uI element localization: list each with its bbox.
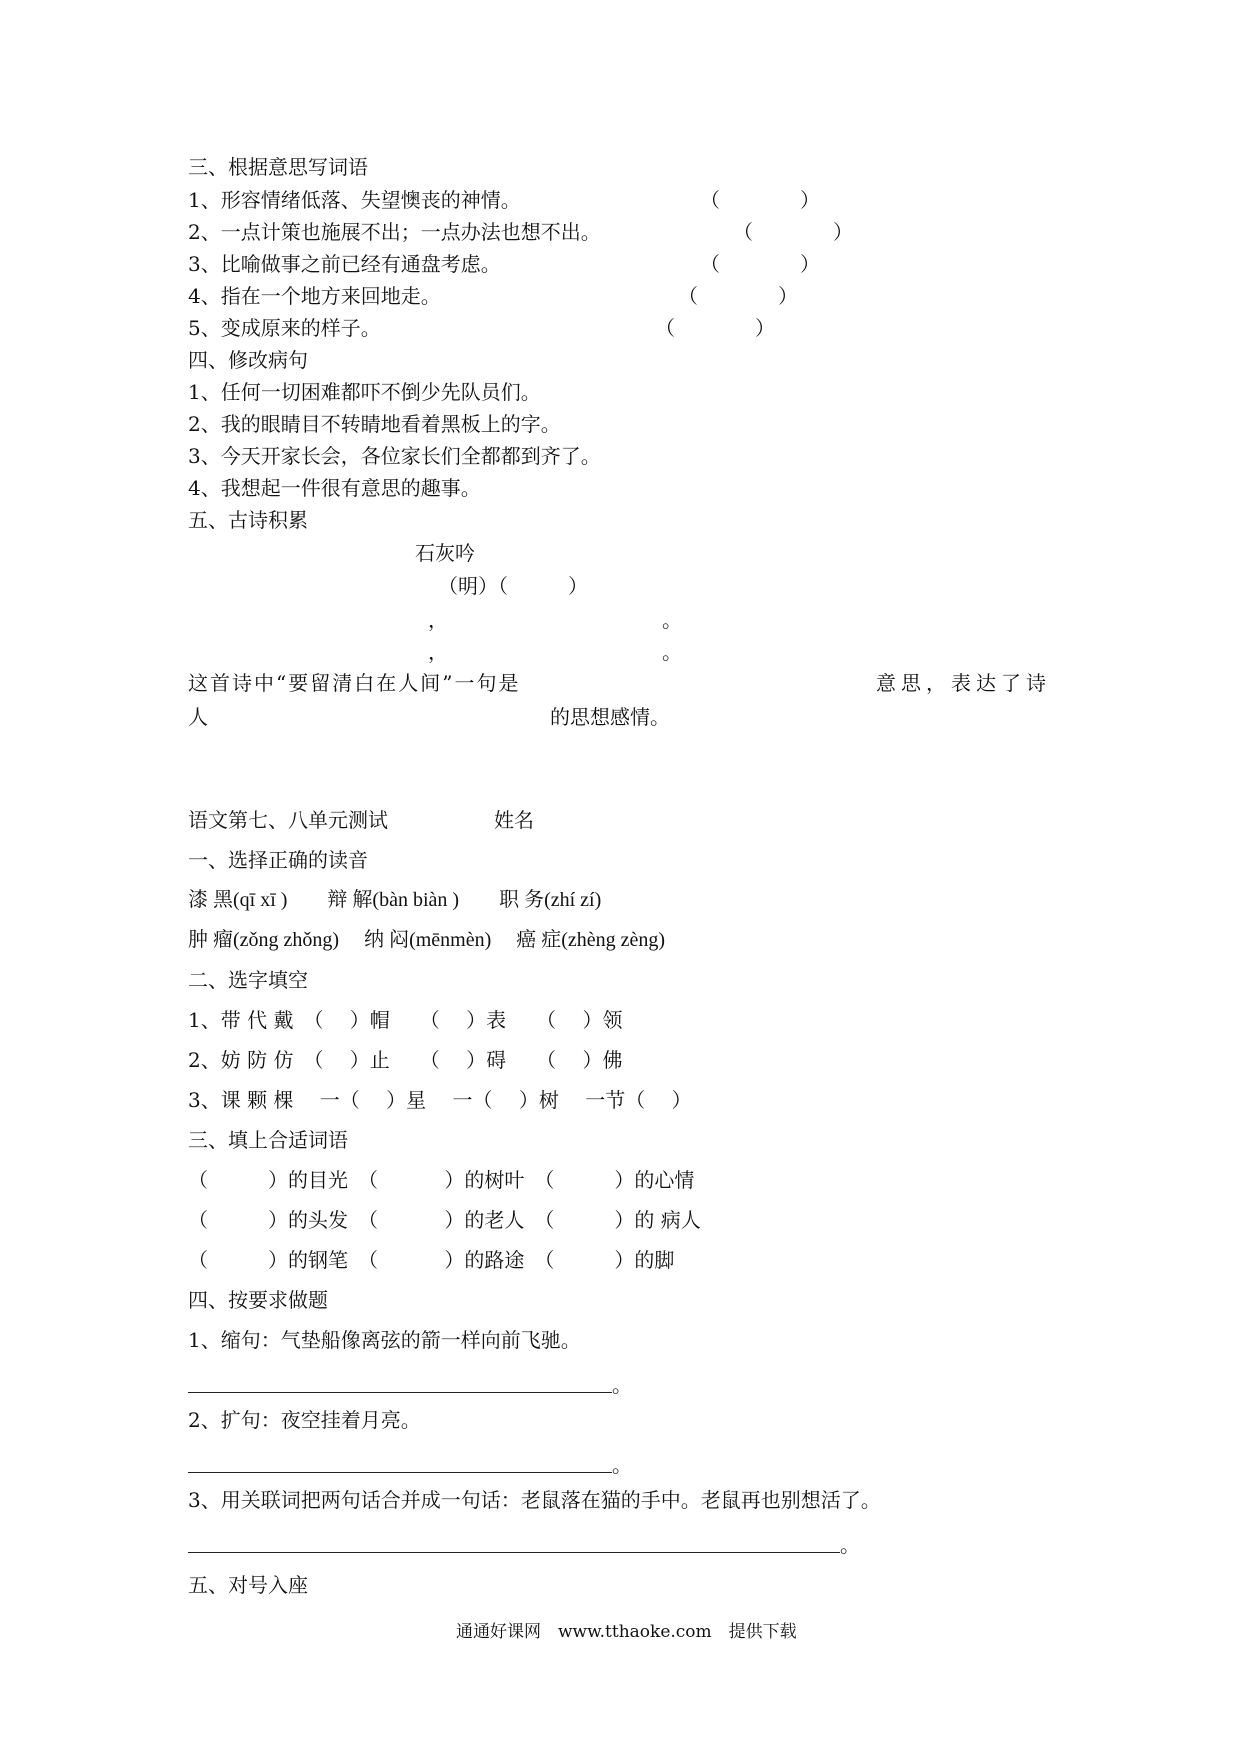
poem-author[interactable]: （明）（ ） — [438, 574, 588, 598]
word-row: （ ）的钢笔 （ ）的路途 （ ）的脚 — [188, 1248, 675, 1272]
pinyin-row: 漆 黑(qī xī ) 辩 解(bàn biàn ) 职 务(zhí zí) — [188, 889, 602, 911]
section-heading: 二、选字填空 — [188, 968, 308, 992]
section-heading: 四、修改病句 — [188, 348, 308, 372]
poem-line-period: 。 — [662, 640, 682, 664]
name-label: 姓名 — [494, 808, 534, 832]
answer-blank[interactable]: （ ） — [700, 188, 820, 212]
question-item: 4、我想起一件很有意思的趣事。 — [188, 476, 481, 500]
section-heading: 一、选择正确的读音 — [188, 848, 368, 872]
answer-line-end: 。 — [612, 1373, 632, 1397]
question-item: 3、今天开家长会，各位家长们全都都到齐了。 — [188, 444, 601, 468]
word-row: （ ）的目光 （ ）的树叶 （ ）的心情 — [188, 1168, 695, 1192]
answer-blank[interactable]: （ ） — [700, 252, 820, 276]
section-heading: 五、古诗积累 — [188, 508, 308, 532]
answer-line[interactable] — [188, 1472, 612, 1473]
poem-question: 这首诗中“要留清白在人间”一句是 — [188, 671, 521, 695]
question-item: 5、变成原来的样子。 — [188, 316, 381, 340]
fill-row: 1、带 代 戴 （ ）帽 （ ）表 （ ）领 — [188, 1008, 623, 1032]
poem-question-cont: 意思，表达了诗 — [876, 671, 1051, 695]
answer-blank[interactable]: （ ） — [733, 220, 853, 244]
poem-title: 石灰吟 — [415, 541, 475, 565]
question-item: 3、用关联词把两句话合并成一句话：老鼠落在猫的手中。老鼠再也别想活了。 — [188, 1488, 881, 1512]
section-heading: 四、按要求做题 — [188, 1288, 328, 1312]
question-item: 2、一点计策也施展不出；一点办法也想不出。 — [188, 220, 601, 244]
test-title: 语文第七、八单元测试 — [188, 808, 388, 832]
section-heading: 三、根据意思写词语 — [188, 155, 368, 179]
question-item: 1、形容情绪低落、失望懊丧的神情。 — [188, 188, 521, 212]
fill-row: 2、妨 防 仿 （ ）止 （ ）碍 （ ）佛 — [188, 1048, 623, 1072]
question-item: 3、比喻做事之前已经有通盘考虑。 — [188, 252, 501, 276]
poem-line-comma: ， — [428, 640, 448, 664]
question-item: 1、任何一切困难都吓不倒少先队员们。 — [188, 380, 541, 404]
poem-line-period: 。 — [662, 608, 682, 632]
question-item: 4、指在一个地方来回地走。 — [188, 284, 441, 308]
fill-row: 3、课 颗 棵 一（ ）星 一（ ）树 一节（ ） — [188, 1088, 692, 1112]
question-item: 2、扩句：夜空挂着月亮。 — [188, 1408, 421, 1432]
pinyin-row: 肿 瘤(zǒng zhǒng) 纳 闷(mēnmèn) 癌 症(zhèng zèng) — [188, 929, 666, 951]
section-heading: 五、对号入座 — [188, 1573, 308, 1597]
answer-line[interactable] — [188, 1392, 612, 1393]
poem-question-cont: 的思想感情。 — [550, 705, 670, 729]
page-footer: 通通好课网 www.tthaoke.com 提供下载 — [456, 1622, 797, 1642]
answer-blank[interactable]: （ ） — [678, 284, 798, 308]
question-item: 2、我的眼睛目不转睛地看着黑板上的字。 — [188, 412, 561, 436]
answer-line[interactable] — [188, 1552, 840, 1553]
question-item: 1、缩句：气垫船像离弦的箭一样向前飞驰。 — [188, 1328, 581, 1352]
section-heading: 三、填上合适词语 — [188, 1128, 348, 1152]
poem-line-comma: ， — [428, 608, 448, 632]
poem-question-cont: 人 — [188, 705, 208, 729]
answer-line-end: 。 — [840, 1533, 860, 1557]
answer-blank[interactable]: （ ） — [655, 316, 775, 340]
word-row: （ ）的头发 （ ）的老人 （ ）的 病人 — [188, 1208, 701, 1232]
answer-line-end: 。 — [612, 1453, 632, 1477]
